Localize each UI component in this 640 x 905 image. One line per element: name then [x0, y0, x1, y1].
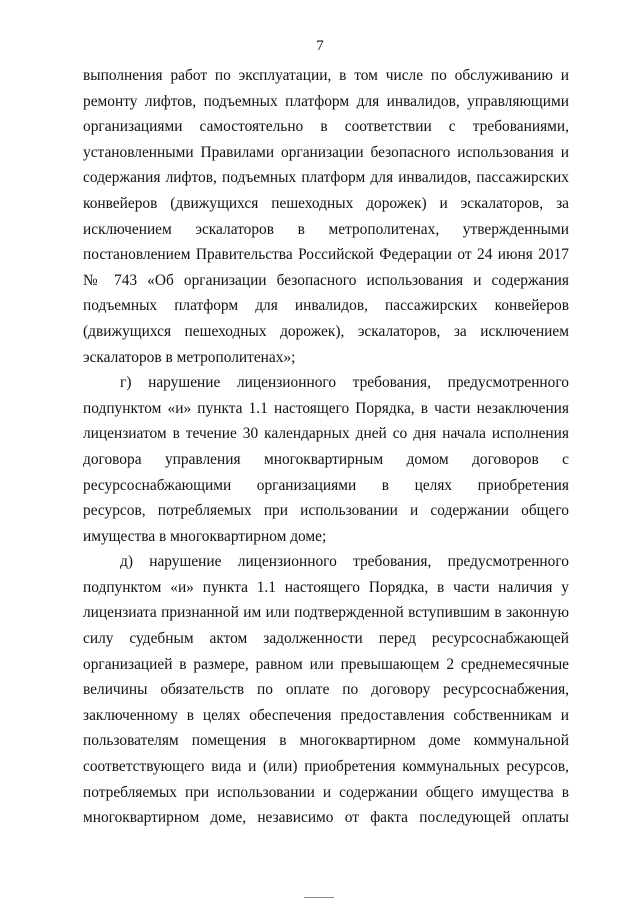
text-line: пользователям помещения в многоквартирном доме коммунальной: [83, 732, 569, 750]
text-line: потребляемых при использовании и содержании общего имущества в: [83, 783, 569, 801]
text-line: содержания лифтов, подъемных платформ для инвалидов, пассажирских: [83, 169, 569, 187]
text-line: исключением эскалаторов в метрополитенах, утвержденными: [83, 220, 569, 238]
text-line: ресурсоснабжающими организациями в целях приобретения: [83, 476, 569, 494]
body-text: [83, 63, 569, 831]
text-line: д) нарушение лицензионного требования, предусмотренного: [120, 553, 569, 571]
page-number: 7: [316, 38, 324, 54]
text-line: выполнения работ по эксплуатации, в том числе по обслуживанию и: [83, 67, 569, 84]
text-line: договора управления многоквартирным домом договоров с: [83, 450, 569, 468]
text-line: конвейеров (движущихся пешеходных дорожек) и эскалаторов, за: [83, 194, 569, 212]
text-line: имущества в многоквартирном доме;: [83, 527, 327, 545]
text-line: лицензиатом в течение 30 календарных дней со дня начала исполнения: [83, 425, 569, 443]
text-line: заключенному в целях обеспечения предоставления собственникам и: [83, 706, 569, 724]
text-line: многоквартирном доме, независимо от факта последующей оплаты: [83, 809, 569, 827]
text-line: подъемных платформ для инвалидов, пассажирских конвейеров: [83, 297, 569, 315]
text-line: лицензиата признанной им или подтвержденной вступившим в законную: [83, 604, 569, 622]
text-line: подпунктом «и» пункта 1.1 настоящего Порядка, в части незаключения: [83, 399, 569, 417]
text-line: организацией в размере, равном или превышающем 2 среднемесячные: [83, 655, 569, 673]
text-line: организациями самостоятельно в соответствии с требованиями,: [83, 118, 569, 136]
scan-edge-mark: [304, 897, 334, 898]
text-line: силу судебным актом задолженности перед ресурсоснабжающей: [83, 630, 569, 648]
text-line: соответствующего вида и (или) приобретения коммунальных ресурсов,: [83, 758, 569, 776]
text-line: эскалаторов в метрополитенах»;: [83, 348, 296, 366]
text-line: № 743 «Об организации безопасного использования и содержания: [83, 271, 569, 289]
text-line: ремонту лифтов, подъемных платформ для инвалидов, управляющими: [83, 92, 569, 110]
text-line: ресурсов, потребляемых при использовании и содержании общего: [83, 502, 569, 520]
text-line: г) нарушение лицензионного требования, предусмотренного: [120, 374, 569, 392]
text-line: величины обязательств по оплате по договору ресурсоснабжения,: [83, 681, 569, 699]
paragraph-continuation: [83, 63, 569, 370]
text-line: (движущихся пешеходных дорожек), эскалаторов, за исключением: [83, 322, 569, 340]
text-line: установленными Правилами организации безопасного использования и: [83, 143, 569, 161]
text-line: подпунктом «и» пункта 1.1 настоящего Порядка, в части наличия у: [83, 578, 569, 596]
paragraph-d: [83, 549, 569, 831]
paragraph-g: [83, 370, 569, 549]
text-line: постановлением Правительства Российской Федерации от 24 июня 2017: [83, 246, 569, 264]
